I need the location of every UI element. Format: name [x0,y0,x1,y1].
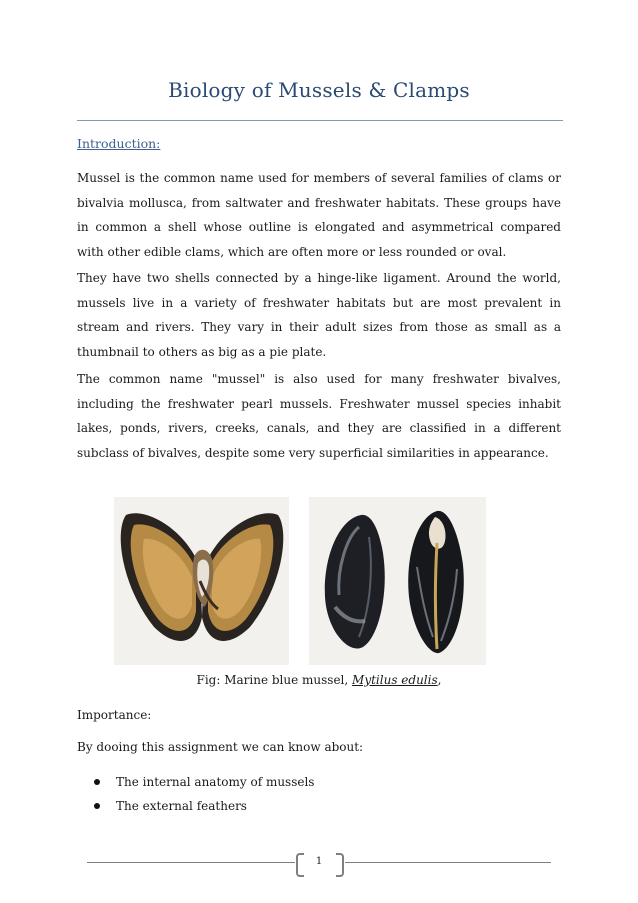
paragraph-1: Mussel is the common name used for members of several families of clams or bivalvia mollusca, from saltwater and freshwater habitats. These groups have in common a shell whose outline is elongated and asymmetrical compared with other edible clams, which are often more or less rounded or oval. [77,171,561,259]
bullet-icon [94,803,100,809]
list-item [90,797,314,821]
footer-rule-right [345,862,551,863]
page-number: 1 [315,856,323,867]
paragraph-2: They have two shells connected by a hinge-like ligament. Around the world, mussels live in a variety of freshwater habitats but are most prevalent in stream and rivers. They vary in their adult sizes from those as small as a thumbnail to others as big as a pie plate. [77,271,561,359]
caption-prefix: Fig: Marine blue mussel, [196,673,353,687]
figure-caption [0,673,638,687]
opened-mussel-photo [114,497,289,665]
list-item [90,773,314,797]
footer-rule-left [87,862,295,863]
page-number-bracket-right [336,853,344,877]
list-item-text: The external feathers [116,799,247,813]
caption-species-name: Mytilus edulis [352,673,438,687]
importance-heading: Importance: [77,708,152,722]
caption-suffix: , [437,673,442,687]
importance-bullet-list [90,773,314,821]
paragraph-3: The common name "mussel" is also used for many freshwater bivalves, including the freshwater pearl mussels. Freshwater mussel species inhabit lakes, ponds, rivers, creeks, canals, and they are classified in a different subclass of bivalves, despite some very superficial similarities in appearance. [77,372,561,460]
title-underline-rule [77,120,563,121]
document-title: Biology of Mussels & Clamps [168,78,470,102]
importance-intro: By dooing this assignment we can know about: [77,740,364,754]
list-item-text: The internal anatomy of mussels [116,775,315,789]
bullet-icon [94,779,100,785]
closed-mussels-photo [309,497,486,665]
introduction-heading: Introduction: [77,136,161,151]
page-number-bracket-left [296,853,304,877]
